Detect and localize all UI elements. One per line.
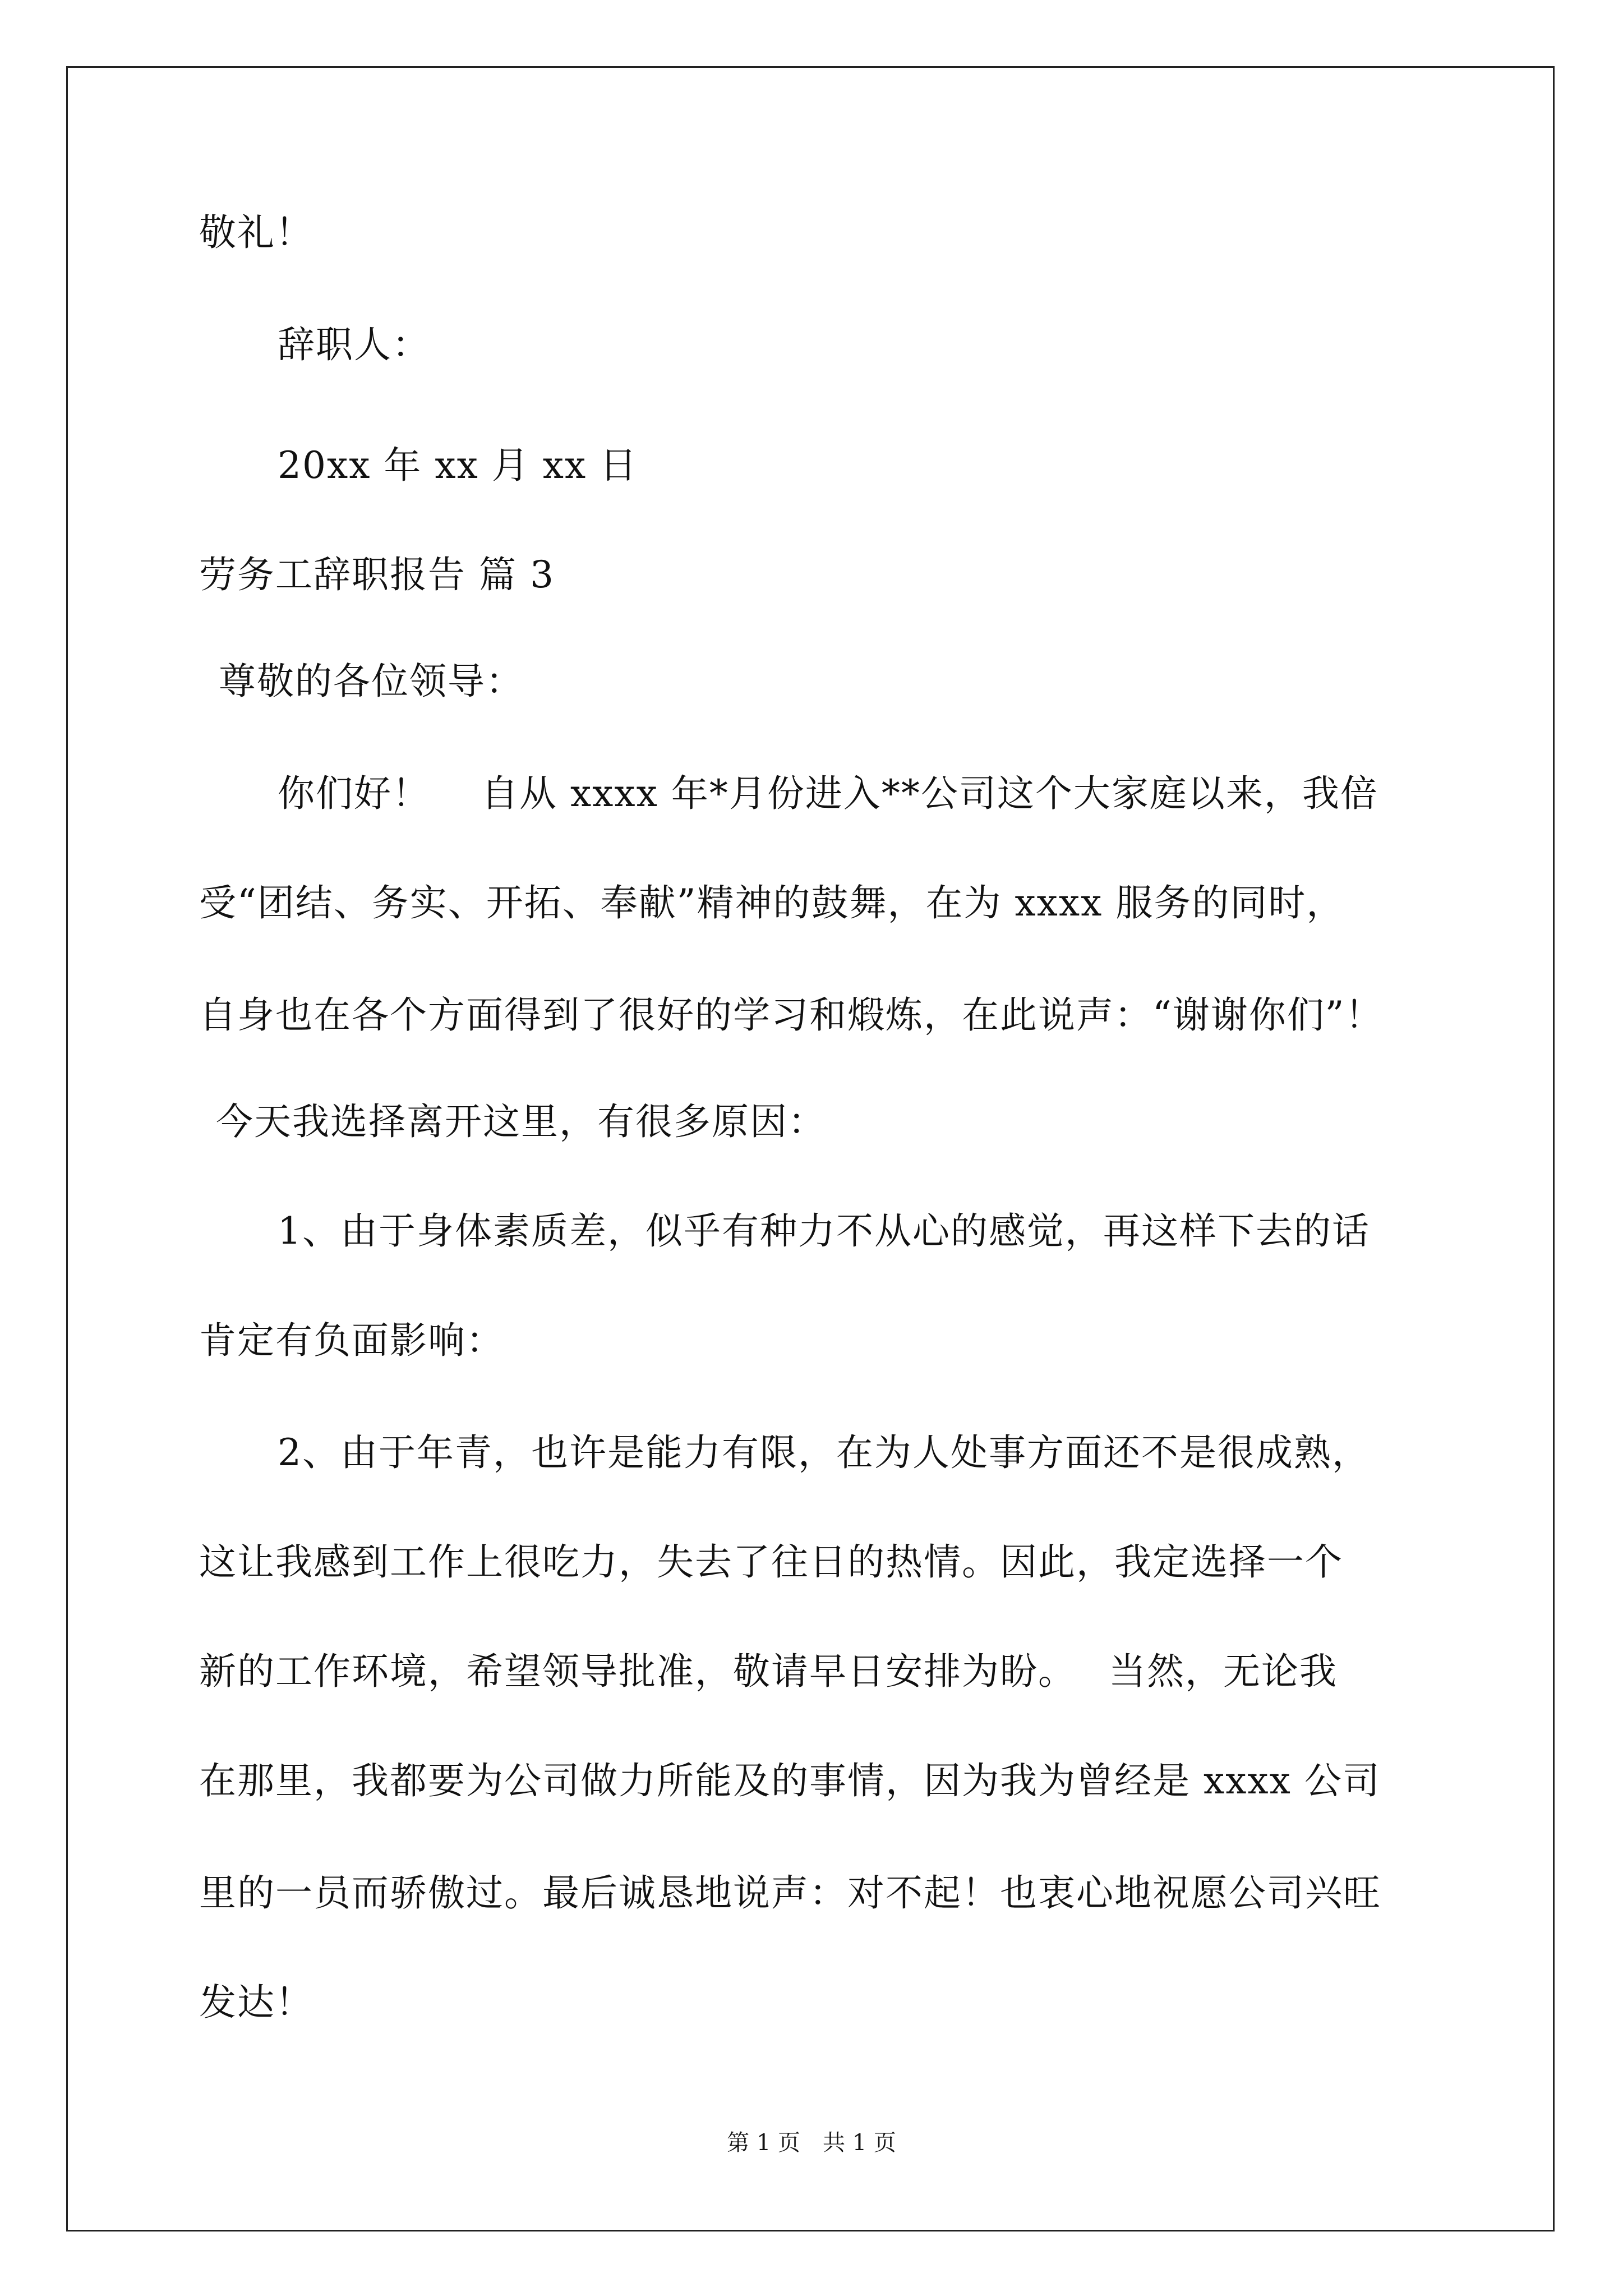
paragraph-line: 今天我选择离开这里，有很多原因： (216, 1100, 826, 1143)
paragraph-line: 这让我感到工作上很吃力，失去了往日的热情。因此，我定选择一个 (199, 1540, 1343, 1584)
date-line: 20xx 年 xx 月 xx 日 (278, 444, 638, 487)
paragraph-line: 你们好！ 自从 xxxx 年*月份进入**公司这个大家庭以来，我倍 (278, 772, 1378, 815)
paragraph-line: 受“团结、务实、开拓、奉献”精神的鼓舞，在为 xxxx 服务的同时， (199, 881, 1345, 924)
list-item: 1、由于身体素质差，似乎有种力不从心的感觉，再这样下去的话 (278, 1209, 1370, 1253)
paragraph-line: 肯定有负面影响： (199, 1319, 504, 1362)
section-heading: 劳务工辞职报告 篇 3 (199, 553, 555, 596)
paragraph-line: 在那里，我都要为公司做力所能及的事情，因为我为曾经是 xxxx 公司 (199, 1759, 1381, 1802)
paragraph-line: 自身也在各个方面得到了很好的学习和煅炼，在此说声：“谢谢你们”！ (199, 993, 1384, 1037)
paragraph-line: 里的一员而骄傲过。最后诚恳地说声：对不起！也衷心地祝愿公司兴旺 (199, 1871, 1381, 1915)
page-number: 第 1 页 共 1 页 (727, 2130, 896, 2156)
closing-salutation: 敬礼！ (199, 211, 313, 254)
paragraph-line: 新的工作环境，希望领导批准，敬请早日安排为盼。 当然，无论我 (199, 1650, 1338, 1693)
greeting: 尊敬的各位领导： (219, 660, 524, 703)
resigner-label: 辞职人： (278, 323, 430, 366)
list-item: 2、由于年青，也许是能力有限，在为人处事方面还不是很成熟， (278, 1431, 1370, 1474)
paragraph-line: 发达！ (199, 1981, 313, 2024)
